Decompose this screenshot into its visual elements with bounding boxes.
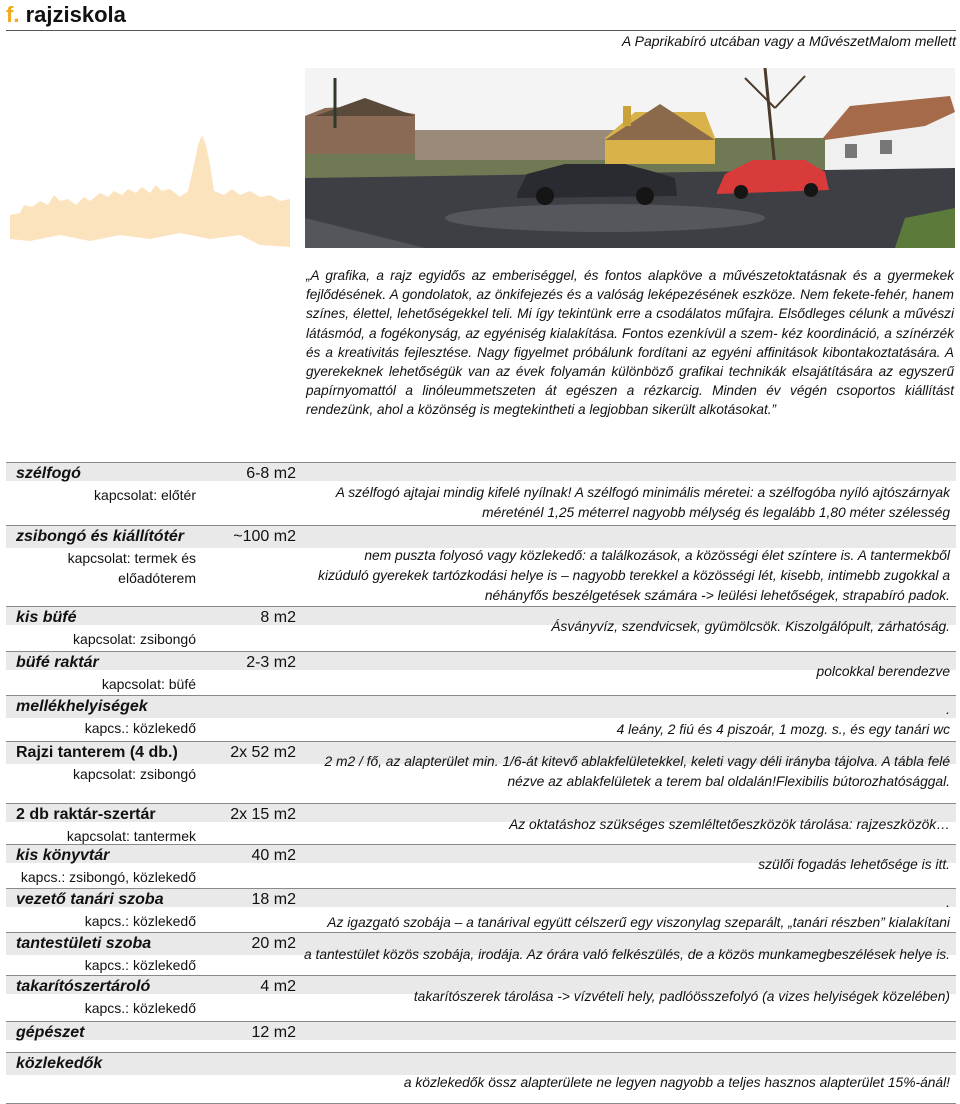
room-name: takarítószertároló — [16, 978, 151, 995]
room-row — [6, 1052, 956, 1104]
room-program-table — [6, 462, 956, 1104]
room-description-line: Ásványvíz, szendvicsek, gyümölcsök. Kiszolgálópult, zárhatóság. — [551, 619, 950, 634]
room-area: 12 m2 — [251, 1024, 296, 1041]
room-name: gépészet — [16, 1024, 85, 1041]
room-description-line: A szélfogó ajtajai mindig kifelé nyílnak! A szélfogó minimális méretei: a szélfogóba nyíló ajtószárnyak — [335, 485, 950, 500]
room-row — [6, 462, 956, 525]
room-description — [551, 617, 950, 637]
section-letter: f. — [6, 2, 20, 27]
room-connection — [16, 955, 196, 975]
room-name: kis könyvtár — [16, 847, 110, 864]
room-name: szélfogó — [16, 465, 81, 482]
room-name: büfé raktár — [16, 654, 99, 671]
room-connection — [16, 998, 196, 1018]
room-connection — [16, 718, 196, 738]
room-row — [6, 651, 956, 695]
town-skyline-illustration — [10, 135, 290, 250]
room-description-line: néhányfős beszélgetések számára -> leülési lehetőségek, strapabíró padok. — [484, 588, 950, 603]
location-subtitle: A Paprikabíró utcában vagy a MűvészetMalom mellett — [621, 33, 956, 49]
room-area: 40 m2 — [251, 847, 296, 864]
room-description-line: kizúduló gyerekek tartózkodási helye is – nagyobb terekkel a közösségi lét, kisebb, intimebb zugokkal a — [318, 568, 950, 583]
room-description-line: 4 leány, 2 fiú és 4 piszoár, 1 mozg. s., és egy tanári wc — [616, 722, 950, 737]
room-connection-line: kapcs.: közlekedő — [84, 720, 196, 736]
room-name: kis büfé — [16, 609, 77, 626]
room-description — [758, 855, 950, 875]
room-connection-line: kapcsolat: zsibongó — [73, 631, 196, 647]
room-description — [327, 893, 950, 933]
room-name: Rajzi tanterem (4 db.) — [16, 744, 178, 761]
room-area: 2x 15 m2 — [230, 806, 296, 823]
room-name: tantestületi szoba — [16, 935, 152, 952]
room-description-line: . — [946, 895, 950, 910]
page-title — [6, 2, 126, 28]
room-description — [414, 987, 950, 1007]
room-description — [336, 483, 950, 523]
room-description-line: polcokkal berendezve — [816, 664, 950, 679]
room-description-line: a közlekedők össz alapterülete ne legyen nagyobb a teljes hasznos alapterület 15%-ánál! — [403, 1075, 950, 1090]
room-description-line: Az oktatáshoz szükséges szemléltetőeszközök tárolása: rajzeszközök… — [509, 817, 950, 832]
room-row — [6, 606, 956, 651]
room-name: közlekedők — [16, 1055, 103, 1072]
room-connection — [16, 485, 196, 505]
room-area: 2-3 m2 — [246, 654, 296, 671]
room-description-line: nem puszta folyosó vagy közlekedő: a találkozások, a közösségi élet színtere is. A tantermekből — [364, 548, 950, 563]
room-connection — [16, 867, 196, 887]
room-row — [6, 844, 956, 888]
room-connection-line: kapcs.: közlekedő — [84, 957, 196, 973]
room-connection-line: kapcs.: közlekedő — [84, 1000, 196, 1016]
room-connection — [16, 764, 196, 784]
room-row — [6, 975, 956, 1021]
room-area: 18 m2 — [251, 891, 296, 908]
room-area: 6-8 m2 — [246, 465, 296, 482]
room-description — [318, 546, 950, 606]
street-photo — [305, 68, 955, 248]
room-connection-line: kapcs.: közlekedő — [84, 913, 196, 929]
room-row — [6, 888, 956, 932]
room-description — [509, 815, 950, 835]
room-connection — [16, 911, 196, 931]
room-description-line: . — [946, 702, 950, 717]
room-connection-line: előadóterem — [118, 570, 196, 586]
room-description-line: Az igazgató szobája – a tanárival együtt célszerű egy viszonylag szeparált, „tanári részben” kialakítani — [327, 915, 950, 930]
room-area: 8 m2 — [260, 609, 296, 626]
room-connection — [16, 548, 196, 588]
room-connection-line: kapcs.: zsibongó, közlekedő — [20, 869, 196, 885]
room-connection-line: kapcsolat: tantermek — [66, 828, 196, 844]
section-title: rajziskola — [25, 2, 126, 27]
room-connection — [16, 629, 196, 649]
room-description — [324, 752, 950, 792]
room-area: 20 m2 — [251, 935, 296, 952]
room-connection-line: kapcsolat: termek és — [67, 550, 196, 566]
room-description-line: méreténél 1,25 méterrel nagyobb mélység és legalább 1,80 méter szélesség — [482, 505, 950, 520]
room-area: 4 m2 — [260, 978, 296, 995]
room-description-line: 2 m2 / fő, az alapterület min. 1/6-át kitevő ablakfelületekkel, keleti vagy déli irányba tájolva. A tábla felé — [324, 754, 950, 769]
room-area: 2x 52 m2 — [230, 744, 296, 761]
intro-quote: „A grafika, a rajz egyidős az emberiséggel, és fontos alapköve a művészetoktatásnak és a gyermekek fejlődésének. A gondolatok, az önkifejezés és a valóság leképezésének eszköze. Nem fekete-fehér, hanem színes, élettel, lehetőségekkel teli. Mi így tekintünk erre a csodálatos műfajra. Elsődleges célunk a művészi látásmód, a fogékonyság, az egyéniség kialakítása. Fontos ezenkívül a szem- kéz koordináció, a színérzék és a kreativitás fejlesztése. Nagy figyelmet próbálunk fordítani az egyéni affinitások kibontakoztatására. A gyerekeknek lehetőségük van az évek folyamán különböző grafikai technikák elsajátítására az egyszerű papírnyomattól a linóleummetszeten át egészen a rézkarcig. Minden év végén csoportos kiállítást rendezünk, ahol a közönség is megtekintheti a legjobban sikerült alkotásokat.” — [306, 268, 954, 418]
room-row — [6, 803, 956, 844]
room-description — [304, 945, 950, 965]
room-connection-line: kapcsolat: zsibongó — [73, 766, 196, 782]
room-row — [6, 741, 956, 803]
room-name: 2 db raktár-szertár — [16, 806, 156, 823]
room-area: ~100 m2 — [233, 528, 296, 545]
room-description-line: nézve az ablakfelületek a terem bal oldalán!Flexibilis bútorozhatósággal. — [507, 774, 950, 789]
room-description — [617, 700, 950, 740]
room-connection-line: kapcsolat: büfé — [101, 676, 196, 692]
room-connection — [16, 826, 196, 846]
room-row — [6, 525, 956, 606]
room-description-line: takarítószerek tárolása -> vízvételi hely, padlóösszefolyó (a vizes helyiségek közelében) — [413, 989, 950, 1004]
room-connection-line: kapcsolat: előtér — [94, 487, 196, 503]
room-description-line: szülői fogadás lehetősége is itt. — [758, 857, 950, 872]
room-connection — [16, 674, 196, 694]
page-header — [6, 0, 956, 31]
room-row — [6, 932, 956, 975]
room-name: mellékhelyiségek — [16, 698, 148, 715]
room-row — [6, 695, 956, 741]
room-description-line: a tantestület közös szobája, irodája. Az órára való felkészülés, de a közös munkamegbeszélések helye is. — [304, 947, 950, 962]
room-description — [817, 662, 950, 682]
room-name: vezető tanári szoba — [16, 891, 164, 908]
room-name: zsibongó és kiállítótér — [16, 528, 185, 545]
room-row — [6, 1021, 956, 1052]
room-description — [404, 1073, 950, 1093]
